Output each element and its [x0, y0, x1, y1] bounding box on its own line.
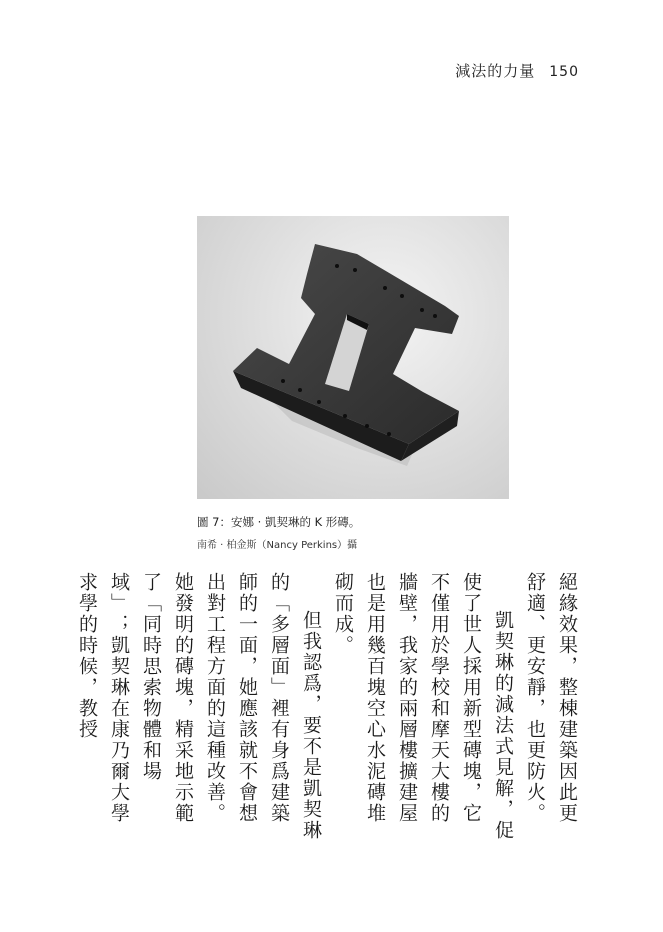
paragraph: 但我認爲，要不是凱契琳的「多層面」裡有身爲建築師的一面，她應該就不會想出對工程方面的這種改善。她發明的磚塊，精采地示範了「同時思索物體和場域」；凱契琳在康乃爾大學求學的時候，教授 — [76, 572, 322, 841]
page-number: 150 — [549, 64, 579, 80]
body-text — [76, 572, 583, 842]
paragraph: 絕緣效果，整棟建築因此更舒適、更安靜，也更防火。 — [524, 572, 578, 824]
header-title: 減法的力量 — [455, 62, 536, 80]
figure-caption: 圖 7：安娜 ‧ 凱契琳的 K 形磚。 — [197, 515, 361, 529]
brick-photo — [197, 216, 509, 499]
photo-credit: 南希 ‧ 柏金斯（Nancy Perkins）攝 — [197, 540, 358, 551]
paragraph: 凱契琳的減法式見解，促使了世人採用新型磚塊，它不僅用於學校和摩天大樓的牆壁，我家的兩層樓擴建屋也是用幾百塊空心水泥磚堆砌而成。 — [332, 572, 514, 841]
running-header — [455, 60, 579, 81]
